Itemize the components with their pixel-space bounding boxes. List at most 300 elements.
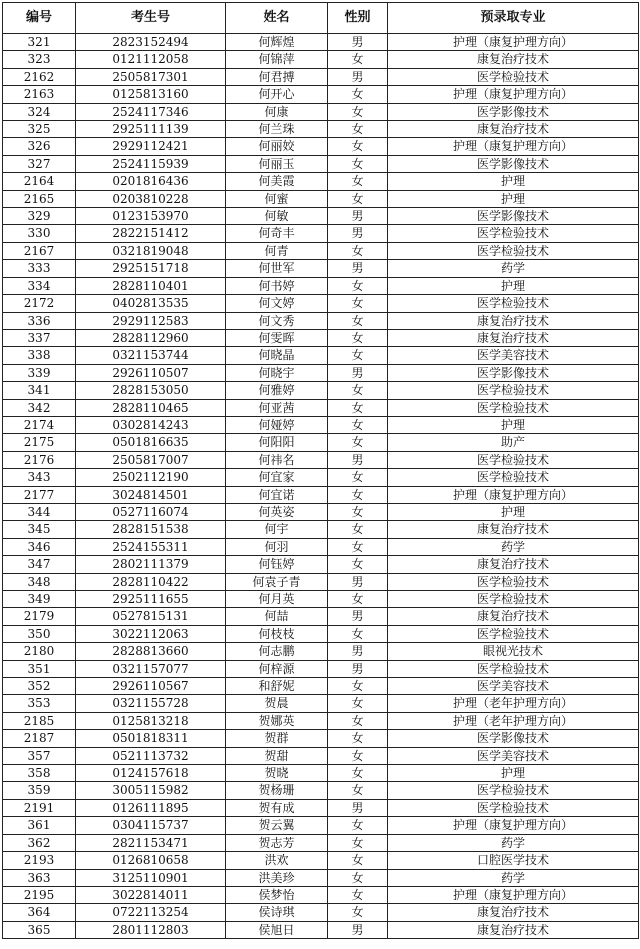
name-cell: 何美霞	[226, 173, 328, 190]
gender-cell: 女	[328, 712, 388, 729]
gender-cell: 女	[328, 138, 388, 155]
gender-cell: 男	[328, 573, 388, 590]
name-cell: 侯诗琪	[226, 904, 328, 921]
table-row	[3, 277, 639, 294]
gender-cell: 女	[328, 277, 388, 294]
gender-cell: 女	[328, 747, 388, 764]
gender-cell: 女	[328, 416, 388, 433]
name-cell: 何青	[226, 242, 328, 259]
table-row	[3, 295, 639, 312]
serial-number-cell: 338	[3, 347, 76, 364]
table-row	[3, 869, 639, 886]
serial-number-cell: 341	[3, 382, 76, 399]
table-row	[3, 556, 639, 573]
gender-cell: 女	[328, 86, 388, 103]
name-cell: 何文秀	[226, 312, 328, 329]
major-cell: 护理（康复护理方向）	[388, 886, 639, 903]
gender-cell: 男	[328, 364, 388, 381]
name-cell: 何锦萍	[226, 51, 328, 68]
table-row	[3, 51, 639, 68]
serial-number-cell: 334	[3, 277, 76, 294]
table-row	[3, 625, 639, 642]
header-gender: 性别	[328, 3, 388, 34]
major-cell: 医学检验技术	[388, 573, 639, 590]
table-body	[3, 34, 639, 939]
table-row	[3, 521, 639, 538]
gender-cell: 男	[328, 921, 388, 938]
exam-number-cell: 0501818311	[76, 730, 226, 747]
serial-number-cell: 2176	[3, 451, 76, 468]
gender-cell: 女	[328, 678, 388, 695]
gender-cell: 女	[328, 869, 388, 886]
exam-number-cell: 2505817007	[76, 451, 226, 468]
serial-number-cell: 344	[3, 503, 76, 520]
serial-number-cell: 325	[3, 121, 76, 138]
table-row	[3, 364, 639, 381]
table-row	[3, 503, 639, 520]
serial-number-cell: 364	[3, 904, 76, 921]
major-cell: 护理（康复护理方向）	[388, 34, 639, 51]
table-row	[3, 260, 639, 277]
table-row	[3, 190, 639, 207]
name-cell: 贺娜英	[226, 712, 328, 729]
exam-number-cell: 2502112190	[76, 469, 226, 486]
table-row	[3, 329, 639, 346]
gender-cell: 男	[328, 225, 388, 242]
table-row	[3, 765, 639, 782]
major-cell: 护理	[388, 503, 639, 520]
name-cell: 何雅婷	[226, 382, 328, 399]
major-cell: 医学检验技术	[388, 799, 639, 816]
table-row	[3, 573, 639, 590]
name-cell: 侯旭日	[226, 921, 328, 938]
exam-number-cell: 2505817301	[76, 68, 226, 85]
table-row	[3, 730, 639, 747]
serial-number-cell: 345	[3, 521, 76, 538]
gender-cell: 女	[328, 765, 388, 782]
exam-number-cell: 2823152494	[76, 34, 226, 51]
exam-number-cell: 0126111895	[76, 799, 226, 816]
major-cell: 助产	[388, 434, 639, 451]
major-cell: 康复治疗技术	[388, 904, 639, 921]
exam-number-cell: 3022814011	[76, 886, 226, 903]
table-row	[3, 173, 639, 190]
exam-number-cell: 0124157618	[76, 765, 226, 782]
gender-cell: 女	[328, 556, 388, 573]
gender-cell: 女	[328, 817, 388, 834]
name-cell: 何君搏	[226, 68, 328, 85]
major-cell: 康复治疗技术	[388, 121, 639, 138]
major-cell: 护理（老年护理方向）	[388, 712, 639, 729]
header-exam-number: 考生号	[76, 3, 226, 34]
serial-number-cell: 352	[3, 678, 76, 695]
serial-number-cell: 365	[3, 921, 76, 938]
name-cell: 何宜家	[226, 469, 328, 486]
major-cell: 护理	[388, 765, 639, 782]
table-row	[3, 712, 639, 729]
serial-number-cell: 337	[3, 329, 76, 346]
gender-cell: 女	[328, 834, 388, 851]
serial-number-cell: 2185	[3, 712, 76, 729]
name-cell: 何雯晖	[226, 329, 328, 346]
major-cell: 护理	[388, 190, 639, 207]
major-cell: 药学	[388, 538, 639, 555]
name-cell: 何喆	[226, 608, 328, 625]
serial-number-cell: 2172	[3, 295, 76, 312]
table-row	[3, 660, 639, 677]
gender-cell: 女	[328, 730, 388, 747]
major-cell: 医学美容技术	[388, 678, 639, 695]
table-row	[3, 347, 639, 364]
gender-cell: 男	[328, 799, 388, 816]
serial-number-cell: 351	[3, 660, 76, 677]
exam-number-cell: 2524155311	[76, 538, 226, 555]
serial-number-cell: 357	[3, 747, 76, 764]
major-cell: 药学	[388, 260, 639, 277]
serial-number-cell: 2195	[3, 886, 76, 903]
name-cell: 何枝枝	[226, 625, 328, 642]
gender-cell: 女	[328, 904, 388, 921]
exam-number-cell: 2801112803	[76, 921, 226, 938]
name-cell: 贺群	[226, 730, 328, 747]
name-cell: 贺杨珊	[226, 782, 328, 799]
major-cell: 康复治疗技术	[388, 521, 639, 538]
gender-cell: 女	[328, 242, 388, 259]
exam-number-cell: 2828110401	[76, 277, 226, 294]
serial-number-cell: 2165	[3, 190, 76, 207]
major-cell: 医学检验技术	[388, 68, 639, 85]
serial-number-cell: 2191	[3, 799, 76, 816]
serial-number-cell: 346	[3, 538, 76, 555]
major-cell: 康复治疗技术	[388, 312, 639, 329]
gender-cell: 男	[328, 208, 388, 225]
name-cell: 何宜诺	[226, 486, 328, 503]
serial-number-cell: 326	[3, 138, 76, 155]
serial-number-cell: 342	[3, 399, 76, 416]
table-row	[3, 225, 639, 242]
exam-number-cell: 0123153970	[76, 208, 226, 225]
exam-number-cell: 0302814243	[76, 416, 226, 433]
major-cell: 医学影像技术	[388, 155, 639, 172]
serial-number-cell: 2193	[3, 852, 76, 869]
gender-cell: 男	[328, 34, 388, 51]
name-cell: 洪美珍	[226, 869, 328, 886]
name-cell: 侯梦怡	[226, 886, 328, 903]
table-row	[3, 469, 639, 486]
serial-number-cell: 323	[3, 51, 76, 68]
table-row	[3, 643, 639, 660]
name-cell: 何晓宇	[226, 364, 328, 381]
gender-cell: 男	[328, 660, 388, 677]
table-row	[3, 34, 639, 51]
exam-number-cell: 2828112960	[76, 329, 226, 346]
name-cell: 何蜜	[226, 190, 328, 207]
table-row	[3, 312, 639, 329]
gender-cell: 男	[328, 451, 388, 468]
major-cell: 康复治疗技术	[388, 556, 639, 573]
table-row	[3, 608, 639, 625]
exam-number-cell: 2925151718	[76, 260, 226, 277]
name-cell: 和舒妮	[226, 678, 328, 695]
serial-number-cell: 2180	[3, 643, 76, 660]
gender-cell: 女	[328, 295, 388, 312]
serial-number-cell: 2179	[3, 608, 76, 625]
major-cell: 护理	[388, 277, 639, 294]
serial-number-cell: 362	[3, 834, 76, 851]
name-cell: 何梓源	[226, 660, 328, 677]
name-cell: 何文婷	[226, 295, 328, 312]
name-cell: 何辉煌	[226, 34, 328, 51]
gender-cell: 男	[328, 260, 388, 277]
name-cell: 何英姿	[226, 503, 328, 520]
major-cell: 医学美容技术	[388, 747, 639, 764]
serial-number-cell: 350	[3, 625, 76, 642]
major-cell: 医学美容技术	[388, 347, 639, 364]
gender-cell: 女	[328, 51, 388, 68]
exam-number-cell: 0304115737	[76, 817, 226, 834]
major-cell: 医学影像技术	[388, 730, 639, 747]
exam-number-cell: 0201816436	[76, 173, 226, 190]
major-cell: 医学检验技术	[388, 660, 639, 677]
name-cell: 贺志芳	[226, 834, 328, 851]
serial-number-cell: 347	[3, 556, 76, 573]
serial-number-cell: 2162	[3, 68, 76, 85]
major-cell: 康复治疗技术	[388, 921, 639, 938]
exam-number-cell: 2828153050	[76, 382, 226, 399]
serial-number-cell: 336	[3, 312, 76, 329]
table-row	[3, 399, 639, 416]
name-cell: 何亚茜	[226, 399, 328, 416]
exam-number-cell: 0527116074	[76, 503, 226, 520]
table-row	[3, 155, 639, 172]
table-row	[3, 834, 639, 851]
gender-cell: 男	[328, 68, 388, 85]
major-cell: 医学检验技术	[388, 242, 639, 259]
major-cell: 药学	[388, 834, 639, 851]
exam-number-cell: 2828110422	[76, 573, 226, 590]
gender-cell: 女	[328, 503, 388, 520]
gender-cell: 女	[328, 852, 388, 869]
exam-number-cell: 2821153471	[76, 834, 226, 851]
gender-cell: 女	[328, 486, 388, 503]
table-row	[3, 538, 639, 555]
serial-number-cell: 361	[3, 817, 76, 834]
gender-cell: 女	[328, 347, 388, 364]
exam-number-cell: 0126810658	[76, 852, 226, 869]
table-row	[3, 817, 639, 834]
table-row	[3, 68, 639, 85]
table-header	[3, 3, 639, 34]
exam-number-cell: 2524117346	[76, 103, 226, 120]
table-row	[3, 678, 639, 695]
major-cell: 护理（康复护理方向）	[388, 817, 639, 834]
major-cell: 眼视光技术	[388, 643, 639, 660]
exam-number-cell: 0527815131	[76, 608, 226, 625]
gender-cell: 女	[328, 190, 388, 207]
major-cell: 医学检验技术	[388, 469, 639, 486]
gender-cell: 女	[328, 782, 388, 799]
table-row	[3, 799, 639, 816]
gender-cell: 女	[328, 103, 388, 120]
serial-number-cell: 349	[3, 591, 76, 608]
major-cell: 医学检验技术	[388, 782, 639, 799]
serial-number-cell: 2175	[3, 434, 76, 451]
table-row	[3, 921, 639, 938]
table-row	[3, 382, 639, 399]
major-cell: 护理（老年护理方向）	[388, 695, 639, 712]
table-row	[3, 416, 639, 433]
exam-number-cell: 0521113732	[76, 747, 226, 764]
gender-cell: 女	[328, 312, 388, 329]
exam-number-cell: 2925111655	[76, 591, 226, 608]
name-cell: 何月英	[226, 591, 328, 608]
gender-cell: 男	[328, 643, 388, 660]
exam-number-cell: 0321155728	[76, 695, 226, 712]
name-cell: 贺晓	[226, 765, 328, 782]
name-cell: 何奇丰	[226, 225, 328, 242]
exam-number-cell: 2822151412	[76, 225, 226, 242]
table-row	[3, 852, 639, 869]
table-row	[3, 242, 639, 259]
major-cell: 护理（康复护理方向）	[388, 486, 639, 503]
major-cell: 医学检验技术	[388, 451, 639, 468]
major-cell: 医学影像技术	[388, 364, 639, 381]
header-row	[3, 3, 639, 34]
serial-number-cell: 2174	[3, 416, 76, 433]
serial-number-cell: 359	[3, 782, 76, 799]
major-cell: 医学检验技术	[388, 382, 639, 399]
name-cell: 何康	[226, 103, 328, 120]
table-row	[3, 591, 639, 608]
exam-number-cell: 2929112583	[76, 312, 226, 329]
major-cell: 医学检验技术	[388, 625, 639, 642]
name-cell: 何丽姣	[226, 138, 328, 155]
name-cell: 何袁子青	[226, 573, 328, 590]
serial-number-cell: 363	[3, 869, 76, 886]
serial-number-cell: 2163	[3, 86, 76, 103]
name-cell: 何娅婷	[226, 416, 328, 433]
gender-cell: 女	[328, 625, 388, 642]
serial-number-cell: 358	[3, 765, 76, 782]
exam-number-cell: 2524115939	[76, 155, 226, 172]
table-row	[3, 103, 639, 120]
name-cell: 贺晨	[226, 695, 328, 712]
serial-number-cell: 2164	[3, 173, 76, 190]
exam-number-cell: 0203810228	[76, 190, 226, 207]
table-row	[3, 208, 639, 225]
major-cell: 护理	[388, 173, 639, 190]
name-cell: 何宇	[226, 521, 328, 538]
gender-cell: 男	[328, 608, 388, 625]
exam-number-cell: 3005115982	[76, 782, 226, 799]
serial-number-cell: 343	[3, 469, 76, 486]
exam-number-cell: 0321153744	[76, 347, 226, 364]
name-cell: 何开心	[226, 86, 328, 103]
exam-number-cell: 2828110465	[76, 399, 226, 416]
table-row	[3, 886, 639, 903]
gender-cell: 女	[328, 121, 388, 138]
exam-number-cell: 2929112421	[76, 138, 226, 155]
table-row	[3, 121, 639, 138]
serial-number-cell: 324	[3, 103, 76, 120]
serial-number-cell: 327	[3, 155, 76, 172]
major-cell: 医学检验技术	[388, 399, 639, 416]
gender-cell: 女	[328, 521, 388, 538]
header-serial-number: 编号	[3, 3, 76, 34]
table-row	[3, 782, 639, 799]
serial-number-cell: 339	[3, 364, 76, 381]
major-cell: 药学	[388, 869, 639, 886]
exam-number-cell: 2926110567	[76, 678, 226, 695]
table-row	[3, 86, 639, 103]
exam-number-cell: 0722113254	[76, 904, 226, 921]
header-name: 姓名	[226, 3, 328, 34]
name-cell: 洪欢	[226, 852, 328, 869]
major-cell: 医学影像技术	[388, 208, 639, 225]
exam-number-cell: 3125110901	[76, 869, 226, 886]
exam-number-cell: 0501816635	[76, 434, 226, 451]
major-cell: 医学检验技术	[388, 225, 639, 242]
serial-number-cell: 348	[3, 573, 76, 590]
serial-number-cell: 330	[3, 225, 76, 242]
exam-number-cell: 2802111379	[76, 556, 226, 573]
serial-number-cell: 2177	[3, 486, 76, 503]
table-row	[3, 747, 639, 764]
name-cell: 何祎名	[226, 451, 328, 468]
exam-number-cell: 2926110507	[76, 364, 226, 381]
serial-number-cell: 353	[3, 695, 76, 712]
name-cell: 何敏	[226, 208, 328, 225]
major-cell: 医学检验技术	[388, 295, 639, 312]
name-cell: 何书婷	[226, 277, 328, 294]
serial-number-cell: 329	[3, 208, 76, 225]
major-cell: 护理	[388, 416, 639, 433]
name-cell: 贺有成	[226, 799, 328, 816]
serial-number-cell: 2187	[3, 730, 76, 747]
name-cell: 何羽	[226, 538, 328, 555]
name-cell: 何阳阳	[226, 434, 328, 451]
gender-cell: 女	[328, 695, 388, 712]
name-cell: 何钰婷	[226, 556, 328, 573]
name-cell: 何晓晶	[226, 347, 328, 364]
exam-number-cell: 0402813535	[76, 295, 226, 312]
exam-number-cell: 3022112063	[76, 625, 226, 642]
gender-cell: 女	[328, 434, 388, 451]
exam-number-cell: 0121112058	[76, 51, 226, 68]
gender-cell: 女	[328, 329, 388, 346]
name-cell: 何志鹏	[226, 643, 328, 660]
table-row	[3, 486, 639, 503]
exam-number-cell: 0321157077	[76, 660, 226, 677]
serial-number-cell: 321	[3, 34, 76, 51]
name-cell: 何世军	[226, 260, 328, 277]
name-cell: 贺甜	[226, 747, 328, 764]
major-cell: 康复治疗技术	[388, 329, 639, 346]
exam-number-cell: 2925111139	[76, 121, 226, 138]
name-cell: 何丽玉	[226, 155, 328, 172]
exam-number-cell: 0321819048	[76, 242, 226, 259]
header-major: 预录取专业	[388, 3, 639, 34]
table-row	[3, 434, 639, 451]
gender-cell: 女	[328, 399, 388, 416]
table-row	[3, 904, 639, 921]
major-cell: 康复治疗技术	[388, 608, 639, 625]
major-cell: 护理（康复护理方向）	[388, 86, 639, 103]
major-cell: 医学检验技术	[388, 591, 639, 608]
major-cell: 护理（康复护理方向）	[388, 138, 639, 155]
serial-number-cell: 2167	[3, 242, 76, 259]
major-cell: 康复治疗技术	[388, 51, 639, 68]
